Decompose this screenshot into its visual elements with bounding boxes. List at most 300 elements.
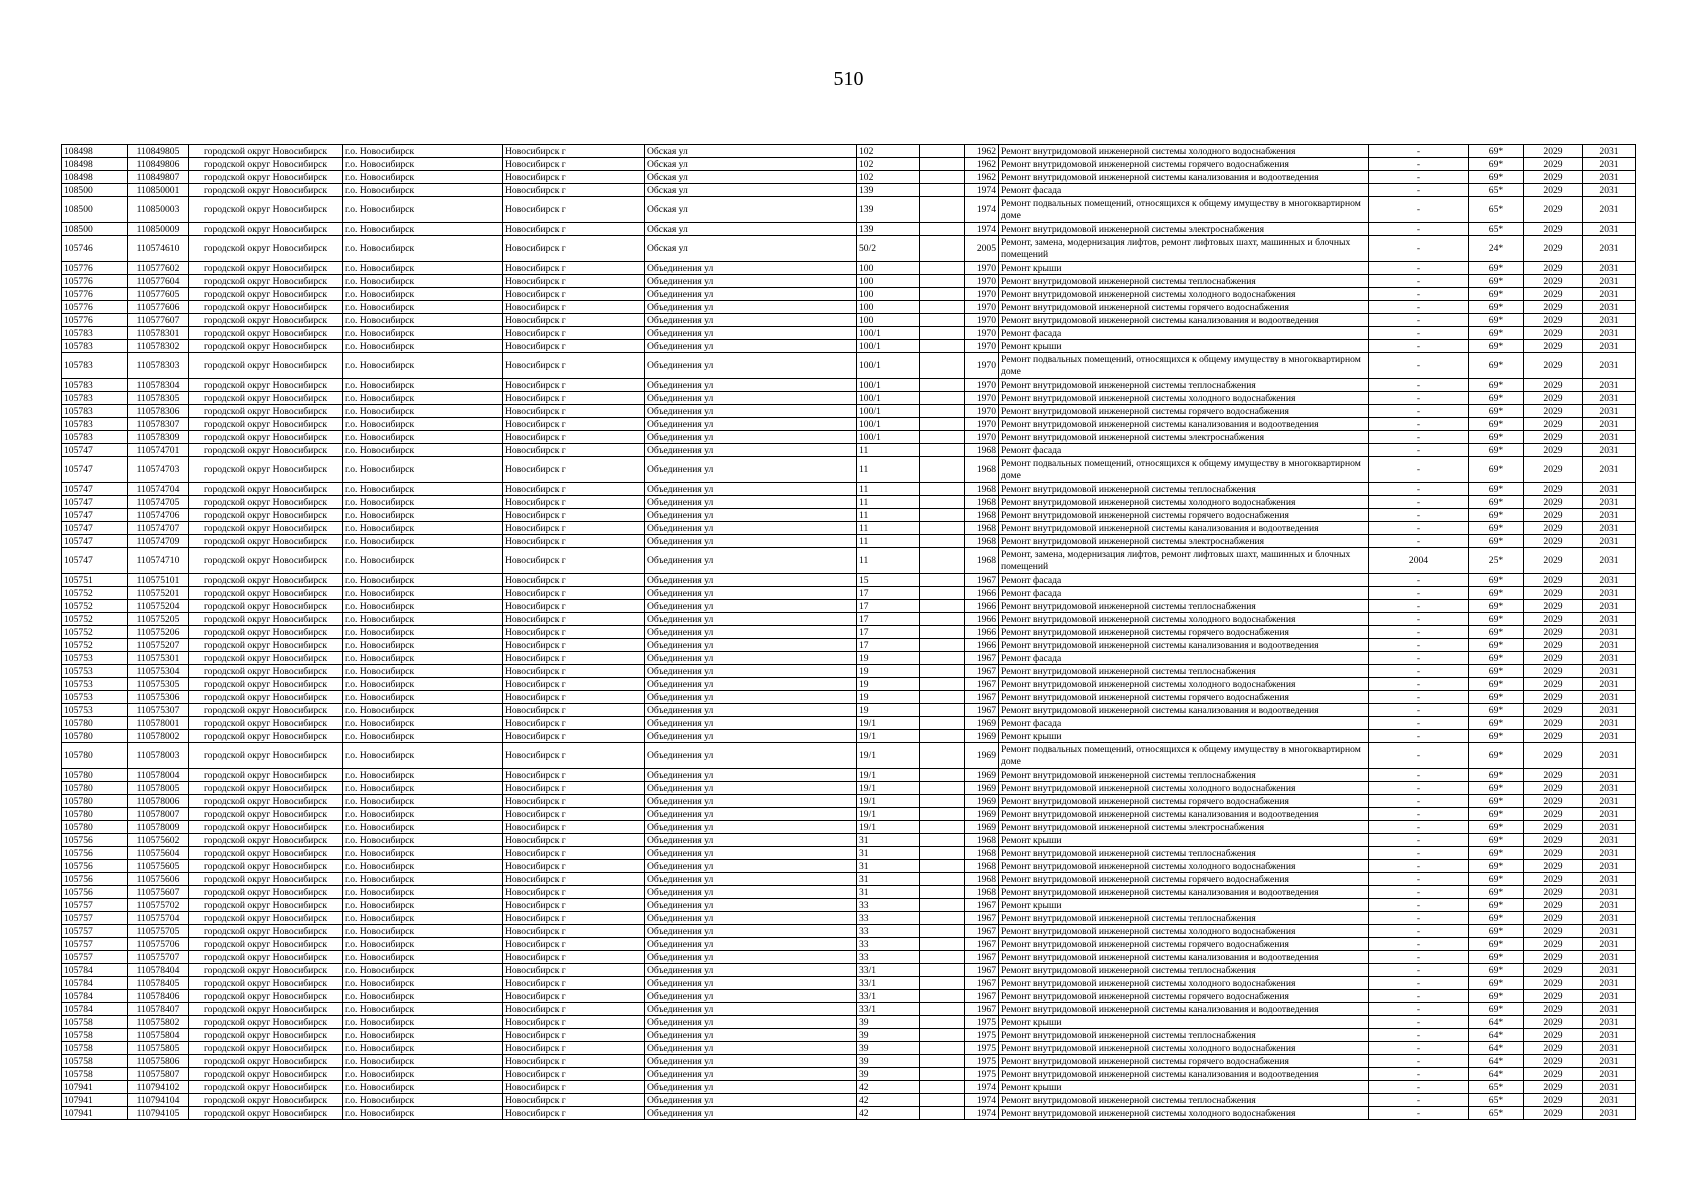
table-cell: Ремонт фасада bbox=[999, 327, 1369, 340]
table-cell: 110578007 bbox=[128, 808, 189, 821]
table-cell: 2029 bbox=[1524, 626, 1583, 639]
table-cell: 110578009 bbox=[128, 821, 189, 834]
table-cell: 110850009 bbox=[128, 223, 189, 236]
table-cell: - bbox=[1369, 665, 1469, 678]
table-cell: 39 bbox=[857, 1029, 920, 1042]
table-cell: Ремонт внутридомовой инженерной системы холодного водоснабжения bbox=[999, 977, 1369, 990]
table-cell: городской округ Новосибирск bbox=[189, 899, 343, 912]
table-cell: Объединения ул bbox=[645, 587, 857, 600]
table-cell: городской округ Новосибирск bbox=[189, 678, 343, 691]
table-cell: 1967 bbox=[965, 665, 999, 678]
table-cell: 2029 bbox=[1524, 535, 1583, 548]
table-cell bbox=[920, 587, 965, 600]
table-cell: 2029 bbox=[1524, 795, 1583, 808]
table-cell: городской округ Новосибирск bbox=[189, 353, 343, 379]
table-cell: Ремонт внутридомовой инженерной системы канализования и водоотведения bbox=[999, 418, 1369, 431]
table-cell: 19 bbox=[857, 691, 920, 704]
table-cell: г.о. Новосибирск bbox=[343, 860, 503, 873]
table-cell: 110850003 bbox=[128, 197, 189, 223]
table-cell: 2031 bbox=[1583, 964, 1636, 977]
table-cell: 105780 bbox=[62, 743, 128, 769]
table-cell: городской округ Новосибирск bbox=[189, 405, 343, 418]
table-cell: 110575304 bbox=[128, 665, 189, 678]
table-cell: 2031 bbox=[1583, 353, 1636, 379]
table-cell: 2029 bbox=[1524, 1003, 1583, 1016]
table-cell: 69* bbox=[1469, 639, 1524, 652]
table-cell: 2031 bbox=[1583, 587, 1636, 600]
table-cell: 2031 bbox=[1583, 730, 1636, 743]
table-cell: 2031 bbox=[1583, 743, 1636, 769]
table-cell: 64* bbox=[1469, 1068, 1524, 1081]
table-cell: - bbox=[1369, 808, 1469, 821]
table-cell: 105780 bbox=[62, 808, 128, 821]
table-row bbox=[62, 964, 1636, 977]
table-cell: - bbox=[1369, 314, 1469, 327]
table-cell: городской округ Новосибирск bbox=[189, 847, 343, 860]
table-row bbox=[62, 587, 1636, 600]
table-cell: 105756 bbox=[62, 847, 128, 860]
table-cell: Обская ул bbox=[645, 236, 857, 262]
table-cell: 1968 bbox=[965, 444, 999, 457]
table-cell: г.о. Новосибирск bbox=[343, 236, 503, 262]
table-row bbox=[62, 925, 1636, 938]
table-cell bbox=[920, 444, 965, 457]
table-cell: городской округ Новосибирск bbox=[189, 418, 343, 431]
table-row bbox=[62, 1068, 1636, 1081]
table-cell: Ремонт внутридомовой инженерной системы горячего водоснабжения bbox=[999, 990, 1369, 1003]
table-cell: городской округ Новосибирск bbox=[189, 808, 343, 821]
table-cell: г.о. Новосибирск bbox=[343, 626, 503, 639]
table-cell: - bbox=[1369, 730, 1469, 743]
table-cell: 105753 bbox=[62, 678, 128, 691]
table-cell: Новосибирск г bbox=[503, 288, 645, 301]
table-cell: 69* bbox=[1469, 613, 1524, 626]
table-cell: 17 bbox=[857, 600, 920, 613]
table-cell: 17 bbox=[857, 613, 920, 626]
table-cell: 100/1 bbox=[857, 340, 920, 353]
table-cell: 65* bbox=[1469, 1081, 1524, 1094]
table-cell: 69* bbox=[1469, 340, 1524, 353]
table-cell: 105752 bbox=[62, 613, 128, 626]
table-row bbox=[62, 808, 1636, 821]
table-cell: городской округ Новосибирск bbox=[189, 1003, 343, 1016]
table-cell: Объединения ул bbox=[645, 1029, 857, 1042]
table-cell: 108500 bbox=[62, 197, 128, 223]
table-cell: городской округ Новосибирск bbox=[189, 925, 343, 938]
table-cell: 1967 bbox=[965, 990, 999, 1003]
table-cell: 2029 bbox=[1524, 1107, 1583, 1120]
table-cell: - bbox=[1369, 821, 1469, 834]
table-cell: Объединения ул bbox=[645, 717, 857, 730]
table-cell: 110794102 bbox=[128, 1081, 189, 1094]
table-cell: 69* bbox=[1469, 314, 1524, 327]
table-cell: городской округ Новосибирск bbox=[189, 236, 343, 262]
table-cell: 2029 bbox=[1524, 639, 1583, 652]
table-cell: 69* bbox=[1469, 405, 1524, 418]
table-cell bbox=[920, 1016, 965, 1029]
table-cell: 1967 bbox=[965, 691, 999, 704]
table-cell: Объединения ул bbox=[645, 743, 857, 769]
table-cell: 2031 bbox=[1583, 288, 1636, 301]
table-cell: г.о. Новосибирск bbox=[343, 639, 503, 652]
table-cell: 105780 bbox=[62, 769, 128, 782]
table-cell: Новосибирск г bbox=[503, 509, 645, 522]
table-cell bbox=[920, 392, 965, 405]
table-cell: г.о. Новосибирск bbox=[343, 977, 503, 990]
table-cell: 2031 bbox=[1583, 457, 1636, 483]
table-cell: - bbox=[1369, 600, 1469, 613]
table-cell: 33/1 bbox=[857, 990, 920, 1003]
table-cell bbox=[920, 457, 965, 483]
table-cell: 11 bbox=[857, 509, 920, 522]
table-cell: Ремонт внутридомовой инженерной системы холодного водоснабжения bbox=[999, 613, 1369, 626]
table-cell: 2031 bbox=[1583, 1029, 1636, 1042]
table-cell: - bbox=[1369, 587, 1469, 600]
table-cell: 33 bbox=[857, 899, 920, 912]
table-cell: Новосибирск г bbox=[503, 912, 645, 925]
table-cell: Новосибирск г bbox=[503, 730, 645, 743]
table-cell: Ремонт внутридомовой инженерной системы теплоснабжения bbox=[999, 379, 1369, 392]
table-cell: 69* bbox=[1469, 431, 1524, 444]
table-cell: городской округ Новосибирск bbox=[189, 743, 343, 769]
table-cell: г.о. Новосибирск bbox=[343, 483, 503, 496]
table-cell: г.о. Новосибирск bbox=[343, 509, 503, 522]
table-cell: 2029 bbox=[1524, 262, 1583, 275]
table-cell: 2031 bbox=[1583, 704, 1636, 717]
table-cell: 69* bbox=[1469, 392, 1524, 405]
table-cell: - bbox=[1369, 431, 1469, 444]
table-cell: 2029 bbox=[1524, 1042, 1583, 1055]
table-cell: Ремонт внутридомовой инженерной системы теплоснабжения bbox=[999, 600, 1369, 613]
table-cell: 2031 bbox=[1583, 1107, 1636, 1120]
table-cell: 1969 bbox=[965, 769, 999, 782]
table-cell: Объединения ул bbox=[645, 522, 857, 535]
table-cell: 31 bbox=[857, 886, 920, 899]
table-cell: г.о. Новосибирск bbox=[343, 951, 503, 964]
table-cell bbox=[920, 717, 965, 730]
table-cell: Обская ул bbox=[645, 171, 857, 184]
table-cell: 105747 bbox=[62, 509, 128, 522]
table-cell: городской округ Новосибирск bbox=[189, 977, 343, 990]
table-cell bbox=[920, 184, 965, 197]
table-cell: - bbox=[1369, 769, 1469, 782]
table-cell: 1975 bbox=[965, 1055, 999, 1068]
table-cell: Новосибирск г bbox=[503, 886, 645, 899]
table-cell: 100/1 bbox=[857, 405, 920, 418]
table-cell: г.о. Новосибирск bbox=[343, 1068, 503, 1081]
table-cell: 17 bbox=[857, 587, 920, 600]
table-cell: 105780 bbox=[62, 795, 128, 808]
table-cell: Новосибирск г bbox=[503, 873, 645, 886]
table-cell: - bbox=[1369, 743, 1469, 769]
table-cell: Ремонт крыши bbox=[999, 262, 1369, 275]
table-cell: 19/1 bbox=[857, 730, 920, 743]
table-cell: 1974 bbox=[965, 197, 999, 223]
table-cell: Новосибирск г bbox=[503, 431, 645, 444]
table-row bbox=[62, 418, 1636, 431]
table-cell: 2029 bbox=[1524, 691, 1583, 704]
table-row bbox=[62, 899, 1636, 912]
table-row bbox=[62, 769, 1636, 782]
table-cell bbox=[920, 821, 965, 834]
table-cell: 19 bbox=[857, 678, 920, 691]
table-row bbox=[62, 665, 1636, 678]
table-cell: 105784 bbox=[62, 964, 128, 977]
table-cell: 11 bbox=[857, 483, 920, 496]
table-cell: Новосибирск г bbox=[503, 197, 645, 223]
table-cell: г.о. Новосибирск bbox=[343, 795, 503, 808]
table-cell: 19/1 bbox=[857, 769, 920, 782]
table-cell bbox=[920, 600, 965, 613]
table-cell: 105747 bbox=[62, 535, 128, 548]
table-cell: Объединения ул bbox=[645, 600, 857, 613]
table-cell: 2029 bbox=[1524, 808, 1583, 821]
table-cell: 19/1 bbox=[857, 717, 920, 730]
table-cell: 1969 bbox=[965, 808, 999, 821]
table-cell: 19/1 bbox=[857, 821, 920, 834]
table-cell: г.о. Новосибирск bbox=[343, 691, 503, 704]
table-cell: - bbox=[1369, 639, 1469, 652]
table-cell: городской округ Новосибирск bbox=[189, 483, 343, 496]
table-cell: Объединения ул bbox=[645, 704, 857, 717]
table-cell: 110578305 bbox=[128, 392, 189, 405]
table-row bbox=[62, 444, 1636, 457]
table-cell: 110575605 bbox=[128, 860, 189, 873]
table-cell: 100/1 bbox=[857, 431, 920, 444]
table-cell: Новосибирск г bbox=[503, 977, 645, 990]
table-cell: Новосибирск г bbox=[503, 834, 645, 847]
table-cell: 105780 bbox=[62, 782, 128, 795]
table-row bbox=[62, 626, 1636, 639]
table-cell: Ремонт фасада bbox=[999, 184, 1369, 197]
table-cell: 1974 bbox=[965, 1094, 999, 1107]
table-cell: г.о. Новосибирск bbox=[343, 223, 503, 236]
table-cell: городской округ Новосибирск bbox=[189, 184, 343, 197]
table-cell: 105783 bbox=[62, 405, 128, 418]
table-cell: 2029 bbox=[1524, 847, 1583, 860]
table-cell: - bbox=[1369, 197, 1469, 223]
table-cell: Ремонт крыши bbox=[999, 1081, 1369, 1094]
table-cell: 110578307 bbox=[128, 418, 189, 431]
table-cell: 105780 bbox=[62, 821, 128, 834]
table-cell: г.о. Новосибирск bbox=[343, 197, 503, 223]
table-cell: г.о. Новосибирск bbox=[343, 730, 503, 743]
table-cell: 2029 bbox=[1524, 327, 1583, 340]
table-cell: 105783 bbox=[62, 379, 128, 392]
table-row bbox=[62, 1107, 1636, 1120]
table-row bbox=[62, 535, 1636, 548]
table-cell: 105757 bbox=[62, 938, 128, 951]
table-cell: 110849805 bbox=[128, 145, 189, 158]
table-row bbox=[62, 431, 1636, 444]
table-cell: 110575205 bbox=[128, 613, 189, 626]
table-cell: 2031 bbox=[1583, 873, 1636, 886]
table-cell: Ремонт внутридомовой инженерной системы теплоснабжения bbox=[999, 665, 1369, 678]
table-cell: Ремонт внутридомовой инженерной системы электроснабжения bbox=[999, 431, 1369, 444]
table-cell: Ремонт внутридомовой инженерной системы горячего водоснабжения bbox=[999, 405, 1369, 418]
table-cell: г.о. Новосибирск bbox=[343, 665, 503, 678]
table-cell: 2029 bbox=[1524, 392, 1583, 405]
table-cell: 2031 bbox=[1583, 275, 1636, 288]
table-cell: 2031 bbox=[1583, 535, 1636, 548]
table-cell: 105783 bbox=[62, 353, 128, 379]
table-cell: 2029 bbox=[1524, 509, 1583, 522]
table-cell: городской округ Новосибирск bbox=[189, 1042, 343, 1055]
table-row bbox=[62, 782, 1636, 795]
table-cell: 110575802 bbox=[128, 1016, 189, 1029]
table-cell: 139 bbox=[857, 197, 920, 223]
table-cell: Ремонт внутридомовой инженерной системы канализования и водоотведения bbox=[999, 522, 1369, 535]
table-cell: Объединения ул bbox=[645, 340, 857, 353]
table-cell: Ремонт внутридомовой инженерной системы горячего водоснабжения bbox=[999, 158, 1369, 171]
table-cell: 108498 bbox=[62, 158, 128, 171]
table-cell: Объединения ул bbox=[645, 925, 857, 938]
table-cell: Объединения ул bbox=[645, 938, 857, 951]
table-cell bbox=[920, 509, 965, 522]
table-cell: 2029 bbox=[1524, 457, 1583, 483]
table-cell: Новосибирск г bbox=[503, 704, 645, 717]
table-cell: 1967 bbox=[965, 912, 999, 925]
table-cell: г.о. Новосибирск bbox=[343, 522, 503, 535]
table-cell: Объединения ул bbox=[645, 951, 857, 964]
table-cell: 110575306 bbox=[128, 691, 189, 704]
table-cell: 105747 bbox=[62, 522, 128, 535]
table-cell: 110578302 bbox=[128, 340, 189, 353]
table-cell: 2031 bbox=[1583, 977, 1636, 990]
table-cell: г.о. Новосибирск bbox=[343, 1003, 503, 1016]
table-cell bbox=[920, 1094, 965, 1107]
table-cell: 11 bbox=[857, 496, 920, 509]
table-cell: Ремонт внутридомовой инженерной системы теплоснабжения bbox=[999, 1029, 1369, 1042]
table-cell: Ремонт внутридомовой инженерной системы канализования и водоотведения bbox=[999, 1068, 1369, 1081]
table-cell: 1975 bbox=[965, 1029, 999, 1042]
table-cell: 2031 bbox=[1583, 613, 1636, 626]
table-cell: 105753 bbox=[62, 652, 128, 665]
table-cell: 2031 bbox=[1583, 236, 1636, 262]
table-cell: Новосибирск г bbox=[503, 574, 645, 587]
table-cell: городской округ Новосибирск bbox=[189, 691, 343, 704]
table-cell: - bbox=[1369, 652, 1469, 665]
table-cell: 105757 bbox=[62, 899, 128, 912]
table-cell: городской округ Новосибирск bbox=[189, 938, 343, 951]
table-cell: 1970 bbox=[965, 379, 999, 392]
table-row bbox=[62, 873, 1636, 886]
table-cell: городской округ Новосибирск bbox=[189, 1107, 343, 1120]
table-cell bbox=[920, 613, 965, 626]
table-cell bbox=[920, 1068, 965, 1081]
table-cell: 11 bbox=[857, 522, 920, 535]
table-cell: 110575705 bbox=[128, 925, 189, 938]
table-cell: Объединения ул bbox=[645, 1068, 857, 1081]
table-cell: Новосибирск г bbox=[503, 158, 645, 171]
table-cell: Ремонт внутридомовой инженерной системы канализования и водоотведения bbox=[999, 639, 1369, 652]
table-cell: Объединения ул bbox=[645, 847, 857, 860]
table-cell: 110794105 bbox=[128, 1107, 189, 1120]
table-cell: городской округ Новосибирск bbox=[189, 145, 343, 158]
table-cell: Ремонт внутридомовой инженерной системы канализования и водоотведения bbox=[999, 704, 1369, 717]
table-cell: - bbox=[1369, 574, 1469, 587]
table-cell: 110574703 bbox=[128, 457, 189, 483]
table-cell bbox=[920, 197, 965, 223]
table-cell: 2029 bbox=[1524, 704, 1583, 717]
table-cell: Новосибирск г bbox=[503, 340, 645, 353]
table-cell: - bbox=[1369, 405, 1469, 418]
table-cell bbox=[920, 912, 965, 925]
table-cell: 69* bbox=[1469, 288, 1524, 301]
table-cell: Новосибирск г bbox=[503, 379, 645, 392]
table-cell: городской округ Новосибирск bbox=[189, 704, 343, 717]
table-cell: г.о. Новосибирск bbox=[343, 821, 503, 834]
table-cell: Объединения ул bbox=[645, 912, 857, 925]
table-cell: 2031 bbox=[1583, 496, 1636, 509]
table-cell: г.о. Новосибирск bbox=[343, 379, 503, 392]
table-cell: Объединения ул bbox=[645, 769, 857, 782]
table-cell: городской округ Новосибирск bbox=[189, 587, 343, 600]
table-cell: 2029 bbox=[1524, 158, 1583, 171]
table-cell bbox=[920, 340, 965, 353]
table-row bbox=[62, 1029, 1636, 1042]
table-cell: 1968 bbox=[965, 834, 999, 847]
table-cell: 2029 bbox=[1524, 418, 1583, 431]
table-cell: 2031 bbox=[1583, 1042, 1636, 1055]
table-cell: городской округ Новосибирск bbox=[189, 444, 343, 457]
table-cell: г.о. Новосибирск bbox=[343, 1107, 503, 1120]
table-cell: городской округ Новосибирск bbox=[189, 873, 343, 886]
table-cell: 69* bbox=[1469, 301, 1524, 314]
table-cell: - bbox=[1369, 847, 1469, 860]
table-cell: Объединения ул bbox=[645, 314, 857, 327]
table-row bbox=[62, 1055, 1636, 1068]
table-cell: 110575707 bbox=[128, 951, 189, 964]
table-cell: г.о. Новосибирск bbox=[343, 782, 503, 795]
table-cell: 33 bbox=[857, 938, 920, 951]
table-cell bbox=[920, 951, 965, 964]
table-cell: 69* bbox=[1469, 457, 1524, 483]
table-cell: городской округ Новосибирск bbox=[189, 431, 343, 444]
table-cell: 69* bbox=[1469, 730, 1524, 743]
table-cell: Объединения ул bbox=[645, 262, 857, 275]
table-cell: 2029 bbox=[1524, 314, 1583, 327]
table-cell: 69* bbox=[1469, 899, 1524, 912]
table-cell: г.о. Новосибирск bbox=[343, 1094, 503, 1107]
table-cell: 107941 bbox=[62, 1081, 128, 1094]
table-cell: 33 bbox=[857, 912, 920, 925]
table-cell: - bbox=[1369, 925, 1469, 938]
table-cell: Новосибирск г bbox=[503, 483, 645, 496]
table-cell: 2031 bbox=[1583, 158, 1636, 171]
table-cell: 2031 bbox=[1583, 769, 1636, 782]
table-cell: Обская ул bbox=[645, 197, 857, 223]
table-cell: Объединения ул bbox=[645, 379, 857, 392]
table-cell: Ремонт подвальных помещений, относящихся к общему имуществу в многоквартирном доме bbox=[999, 743, 1369, 769]
table-cell: городской округ Новосибирск bbox=[189, 860, 343, 873]
table-cell: 1967 bbox=[965, 704, 999, 717]
table-cell: 2029 bbox=[1524, 223, 1583, 236]
table-cell: Объединения ул bbox=[645, 535, 857, 548]
table-cell: 69* bbox=[1469, 353, 1524, 379]
table-cell: 69* bbox=[1469, 808, 1524, 821]
table-cell: Обская ул bbox=[645, 184, 857, 197]
table-cell: 2029 bbox=[1524, 1094, 1583, 1107]
table-cell: г.о. Новосибирск bbox=[343, 925, 503, 938]
table-cell: 1969 bbox=[965, 743, 999, 769]
table-cell: Объединения ул bbox=[645, 1055, 857, 1068]
table-cell: - bbox=[1369, 158, 1469, 171]
table-cell bbox=[920, 405, 965, 418]
table-cell: 1962 bbox=[965, 158, 999, 171]
table-cell: 2031 bbox=[1583, 1055, 1636, 1068]
table-cell: г.о. Новосибирск bbox=[343, 340, 503, 353]
